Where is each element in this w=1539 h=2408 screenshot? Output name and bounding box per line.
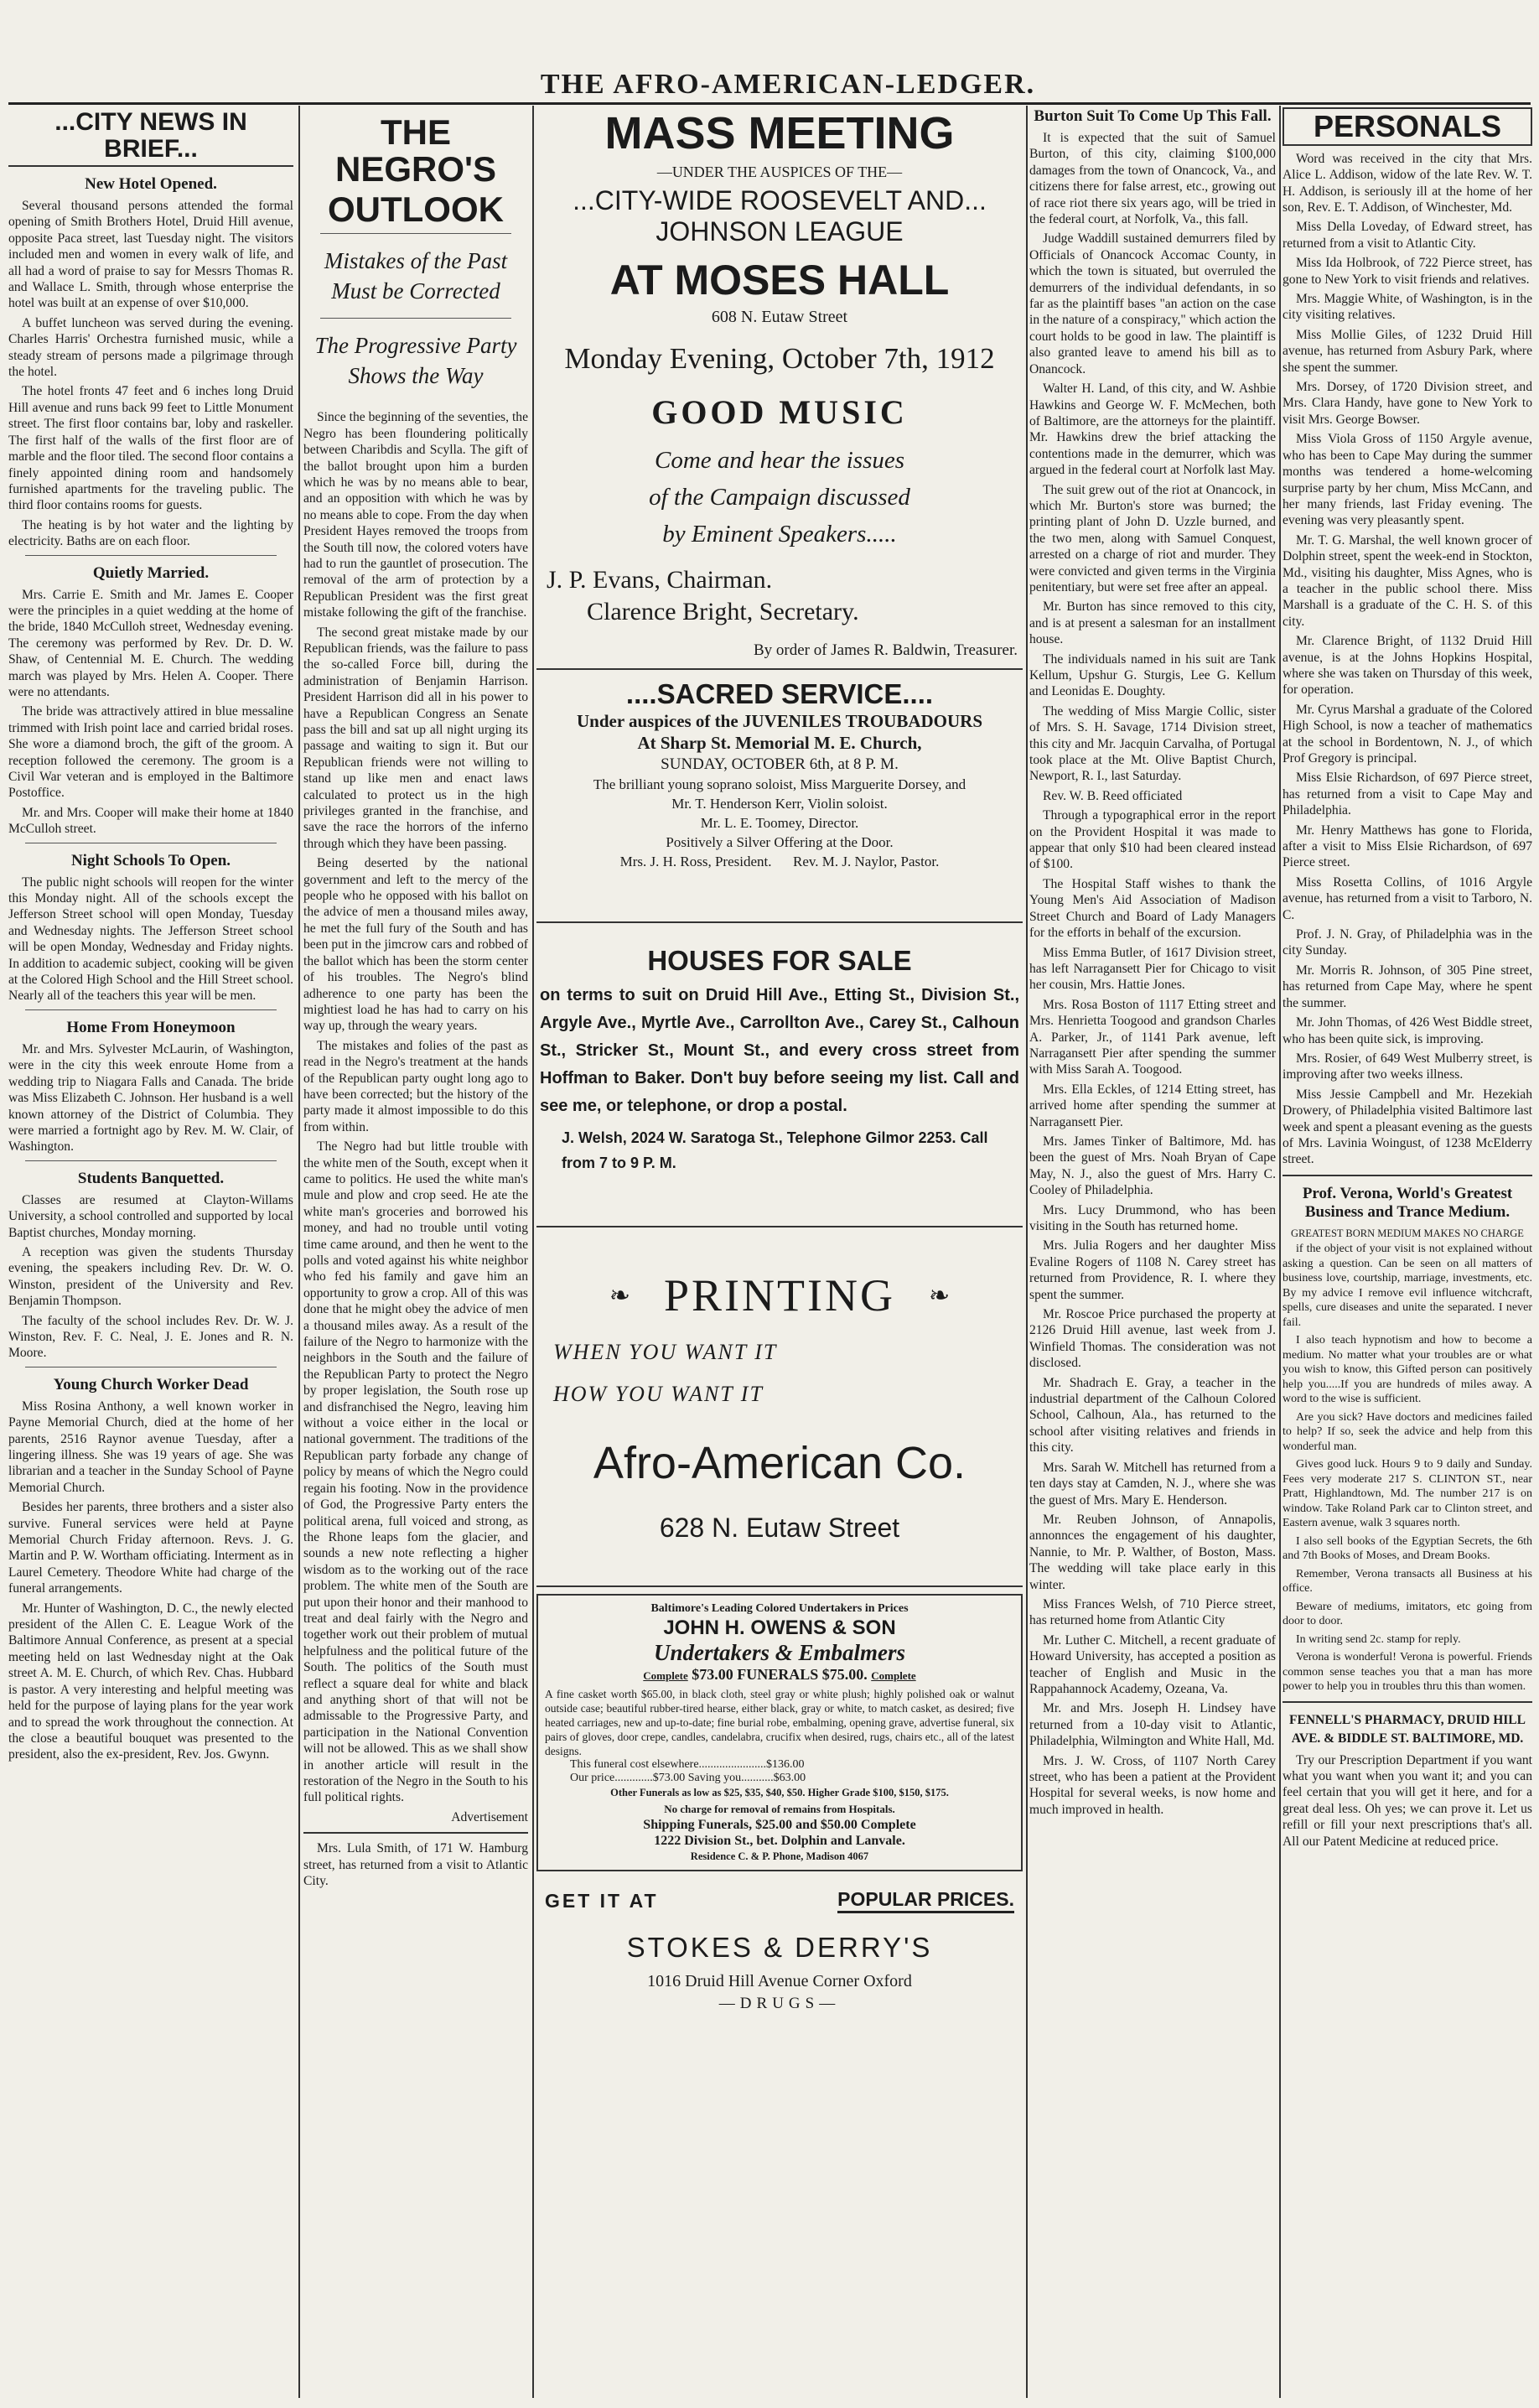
editorial-paragraph: The mistakes and folies of the past as read in the Negro's treatment at the hands of the Republican party ought long ago to have been corrected; but the history of the party made it almost impossible to do this from within. [303, 1038, 528, 1134]
sacred-title: ....SACRED SERVICE.... [625, 678, 934, 709]
verona-paragraph: Are you sick? Have doctors and medicines failed to help? If so, seek the advice and help from this wonderful man. [1282, 1410, 1532, 1453]
news-item: Mr. Burton has since removed to this city, and is at present a salesman for an installment house. [1029, 599, 1276, 647]
editorial-deck: Mistakes of the Past Must be Corrected [324, 248, 508, 304]
verona-body [1282, 1242, 1532, 1694]
editorial-paragraph: Since the beginning of the seventies, the Negro has been floundering politically between Charibdis and Scylla. The gift of the ballot brought upon him a burden which he was by no means able to bear, and an opposition with which he was by no means able to cope. From the day when President Hayes removed the troops from the South till now, the colored voters have had to run the gauntlet of prosecution. The removal of the arm of protection by a Republican President was the first great mistake following the gift of the franchise. [303, 410, 528, 620]
personal-item: Mr. T. G. Marshal, the well known grocer of Dolphin street, spent the week-end in Stockton, Md., visiting his daughter, Miss Agnes, who is a teacher in the public school there. Miss Marshall is a graduate of the C. H. S. of this city. [1282, 532, 1532, 629]
sacred-line: Mrs. J. H. Ross, President. Rev. M. J. Naylor, Pastor. [619, 854, 940, 869]
verona-paragraph: Remember, Verona transacts all Business at his office. [1282, 1567, 1532, 1596]
news-item: Mrs. Ella Eckles, of 1214 Etting street, has arrived home after spending the summer at Narragansett Pier. [1029, 1082, 1276, 1129]
owens-row: This funeral cost elsewhere.......................$136.00 [570, 1758, 805, 1771]
owens-complete: Complete [871, 1669, 916, 1682]
stokes-drugs: —DRUGS— [718, 1995, 841, 2012]
news-item: Judge Waddill sustained demurrers filed by Officials of Onancock Accomac County, in which the town is situated, but overruled the demurrers of the individual defendants, in so far as the plaintiff bases "an action on the case in the nature of a conspiracy," which action the court holds to be good in law. The plaintiff is also granted leave to amend his bill as to Onancock. [1029, 231, 1276, 376]
article-headline: Home From Honeymoon [66, 1018, 236, 1036]
houses-contact: J. Welsh, 2024 W. Saratoga St., Telephone Gilmor 2253. Call from 7 to 9 P. M. [562, 1129, 988, 1171]
personal-item: Miss Jessie Campbell and Mr. Hezekiah Drowery, of Philadelphia visited Baltimore last week and spent a pleasant evening as the guests of Mrs. Lavinia Woingust, of 1238 McElderry street. [1282, 1087, 1532, 1167]
houses-text: on terms to suit on Druid Hill Ave., Etting St., Division St., Argyle Ave., Myrtle Ave., Carrollton Ave., Carey St., Calhoun St., Stricker St., Mount St., and every cross street from Hoffman to Baker. Don't buy before seeing my list. Call and see me, or telephone, or drop a postal. [540, 986, 1019, 1115]
editorial-body [303, 409, 528, 1806]
personal-item: Mr. Cyrus Marshal a graduate of the Colored High School, is now a teacher of mathematics at the school in Bordentown, N. J., of which Prof Gregory is principal. [1282, 702, 1532, 766]
personals-title: PERSONALS [1282, 107, 1532, 146]
owens-nocharge: No charge for removal of remains from Hospitals. [664, 1803, 895, 1815]
article-headline: Students Banquetted. [77, 1169, 225, 1187]
printing-company: Afro-American Co. [593, 1438, 966, 1488]
owens-tagline: Baltimore's Leading Colored Undertakers in Prices [650, 1602, 909, 1615]
news-item: Mrs. Rosa Boston of 1117 Etting street and Mrs. Henrietta Toogood and grandson Charles A. Parker, Jr., of 1141 Park avenue, left Narragansett Pier after spending the summer with Miss Sarah A. Toogood. [1029, 997, 1276, 1077]
fennell-text: Try our Prescription Department if you want what you want when you want it; and you can feel certain that you will get it here, and for a great deal less. Oh yes; we can prove it. Let us refill or fill your next prescriptions that's all. All our Patent Medicine at reduced price. [1282, 1752, 1532, 1849]
stokes-popular: POPULAR PRICES. [837, 1888, 1014, 1913]
article-headline: Young Church Worker Dead [53, 1375, 249, 1393]
editorial-title-2: OUTLOOK [328, 189, 504, 230]
article-paragraph: A reception was given the students Thursday evening, the speakers including Rev. Dr. W. O. Winston, president of the University and Rev. Benjamin Thompson. [8, 1244, 293, 1309]
article-paragraph: Several thousand persons attended the formal opening of Smith Brothers Hotel, Druid Hill avenue, opposite Paca street, last Tuesday night. The visitors included men and women in every walk of life, and all had a word of praise to say for Messrs Thomas R. and Wallace L. Smith, through whose enterprise the hotel was built at an expense of over $10,000. [8, 199, 293, 311]
article-headline: Quietly Married. [92, 563, 210, 582]
section-title: ...CITY NEWS IN BRIEF... [8, 109, 293, 167]
news-item: Miss Frances Welsh, of 710 Pierce street, has returned home from Atlantic City [1029, 1596, 1276, 1628]
owens-name: JOHN H. OWENS & SON [663, 1617, 896, 1639]
article-list [8, 175, 293, 1763]
news-item: Mr. Luther C. Mitchell, a recent graduate of Howard University, has accepted a position as teacher of English and Music in the Rappahannock Academy, Ozeana, Va. [1029, 1632, 1276, 1696]
news-item: Mrs. Lucy Drummond, who has been visiting in the South has returned home. [1029, 1202, 1276, 1233]
mass-auspices: —UNDER THE AUSPICES OF THE— [656, 163, 903, 180]
sacred-line: At Sharp St. Memorial M. E. Church, [637, 733, 922, 753]
mass-org-2: JOHNSON LEAGUE [656, 216, 904, 247]
verona-paragraph: In writing send 2c. stamp for reply. [1296, 1632, 1461, 1646]
article-headline: Night Schools To Open. [70, 851, 231, 869]
personal-item: Mrs. Rosier, of 649 West Mulberry street, is improving after two weeks illness. [1282, 1051, 1532, 1082]
personal-item: Miss Elsie Richardson, of 697 Pierce street, has returned from a visit to Cape May and Philadelphia. [1282, 771, 1532, 818]
stokes-address: 1016 Druid Hill Avenue Corner Oxford [647, 1972, 912, 1990]
news-item: Walter H. Land, of this city, and W. Ashbie Hawkins and George W. F. McMechen, both of Baltimore, are the attorneys for the plaintiff. Mr. Hawkins drew the brief attacking the contentions made in the demurrer, which was argued in the federal court at Norfolk last May. [1029, 381, 1276, 478]
mass-date: Monday Evening, October 7th, 1912 [564, 342, 995, 375]
owens-other: Other Funerals as low as $25, $35, $40, $50. Higher Grade $100, $150, $175. [610, 1787, 949, 1798]
stokes-get: GET IT AT [545, 1889, 659, 1912]
owens-trade: Undertakers & Embalmers [653, 1640, 906, 1665]
editorial-deck-2: The Progressive Party Shows the Way [314, 333, 517, 389]
news-item: It is expected that the suit of Samuel Burton, of this city, claiming $100,000 damages from the town of Onancock, Va., and citizens there for false arrest, etc., growing out of race riot there six years ago, will be tried in the federal court, at Norfolk, Va., this fall. [1029, 131, 1276, 227]
mass-tagline: Come and hear the issues [654, 447, 905, 474]
mass-address: 608 N. Eutaw Street [711, 308, 848, 326]
article-headline: New Hotel Opened. [85, 175, 217, 193]
article-paragraph: The heating is by hot water and the lighting by electricity. Baths are on each floor. [8, 517, 293, 549]
advertisement-label: Advertisement [451, 1809, 528, 1824]
article-paragraph: A buffet luncheon was served during the evening. Charles Harris' Orchestra furnished music, while a steady stream of persons made a pilgrimage through the hotel. [8, 315, 293, 380]
news-item: Mrs. J. W. Cross, of 1107 North Carey street, who has been a patient at the Provident Hospital for several weeks, is now home and much improved in health. [1029, 1753, 1276, 1817]
column-divider [1026, 106, 1028, 2398]
article-paragraph: The faculty of the school includes Rev. Dr. W. J. Winston, Rev. F. C. Neal, J. E. Jones and R. N. Moore. [8, 1313, 293, 1361]
mass-hall: AT MOSES HALL [609, 257, 950, 304]
news-item: Miss Emma Butler, of 1617 Division street, has left Narragansett Pier for Chicago to visit her cousin, Mrs. Hattie Jones. [1029, 945, 1276, 993]
mass-order: By order of James R. Baldwin, Treasurer. [753, 641, 1018, 659]
verona-paragraph: Beware of mediums, imitators, etc going from door to door. [1282, 1600, 1532, 1628]
column-divider [298, 106, 300, 2398]
news-item: Mr. Roscoe Price purchased the property at 2126 Druid Hill avenue, last week from J. Winfield Thomas. The consideration was not disclosed. [1029, 1307, 1276, 1371]
mass-org: ...CITY-WIDE ROOSEVELT AND... [573, 185, 987, 215]
printing-address: 628 N. Eutaw Street [659, 1513, 900, 1543]
sacred-line: SUNDAY, OCTOBER 6th, at 8 P. M. [661, 755, 899, 773]
personal-item: Mr. Clarence Bright, of 1132 Druid Hill avenue, is at the Johns Hopkins Hospital, where she was taken on Thursday of this week, for operation. [1282, 634, 1532, 698]
mass-music: GOOD MUSIC [651, 393, 908, 431]
news-item: The wedding of Miss Margie Collic, sister of Mrs. S. H. Savage, 1714 Division street, this city and Mr. Jacquin Carvalha, of Portugal took place at the Mt. Olive Baptist Church, Newport, R. I., last Saturday. [1029, 703, 1276, 784]
column-city-news [8, 106, 293, 2398]
mass-chairman: J. P. Evans, Chairman. [547, 566, 773, 594]
leaf-ornament-icon: ❧ [609, 1281, 630, 1310]
personal-item: Prof. J. N. Gray, of Philadelphia was in the city Sunday. [1282, 927, 1532, 958]
verona-head: Prof. Verona, World's Greatest Business and Trance Medium. [1302, 1184, 1513, 1221]
owens-complete: Complete [643, 1669, 688, 1682]
column-personals [1282, 106, 1532, 2398]
personal-item: Miss Ida Holbrook, of 722 Pierce street, has gone to New York to visit friends and relatives. [1282, 256, 1532, 287]
news-item: The individuals named in his suit are Tank Kellum, Upshur G. Sturgis, Lee G. Kellum and Leonidas E. Doughty. [1029, 651, 1276, 699]
verona-paragraph: Gives good luck. Hours 9 to 9 daily and Sunday. Fees very moderate 217 S. CLINTON ST., near Pratt, Highlandtown, Md. The number 217 is on window. Take Roland Park car to Clinton street, and Eastern avenue, walk 3 squares north. [1282, 1458, 1532, 1530]
verona-sub: GREATEST BORN MEDIUM MAKES NO CHARGE [1291, 1227, 1524, 1239]
lula-smith-note: Mrs. Lula Smith, of 171 W. Hamburg street, has returned from a visit to Atlantic City. [303, 1841, 528, 1889]
personals-body [1282, 151, 1532, 1168]
news-item: Mrs. James Tinker of Baltimore, Md. has been the guest of Mrs. Noah Bryan of Cape May, N. J., also the guest of Mrs. Harry C. Cooley of Philadelphia. [1029, 1134, 1276, 1198]
personal-item: Mr. John Thomas, of 426 West Biddle street, who has been quite sick, is improving. [1282, 1015, 1532, 1046]
personal-item: Mr. Morris R. Johnson, of 305 Pine street, has returned from Cape May, where he spent the summer. [1282, 963, 1532, 1010]
personal-item: Miss Viola Gross of 1150 Argyle avenue, who has been to Cape May during the summer months was tendered a home-welcoming surprise party by her chum, Miss McCann, and her many friends, last Friday evening. The evening was very pleasantly spent. [1282, 432, 1532, 528]
owens-row: Our price.............$73.00 Saving you...........$63.00 [570, 1772, 806, 1784]
houses-title: HOUSES FOR SALE [647, 945, 912, 976]
article-paragraph: The hotel fronts 47 feet and 6 inches long Druid Hill avenue and runs back 99 feet to Little Monument street. The first floor contains bar, loby and raskeller. The first half of the walls of the first floor are of marble and the floor tiled. The second floor contains a finely appointed dining room and handsomely furnished apartments for the traveling public. The third floor contains rooms for guests. [8, 384, 293, 513]
editorial-title: THE NEGRO'S [334, 112, 496, 189]
column-local-news [1029, 106, 1276, 2398]
mass-tagline-2: of the Campaign discussed [649, 484, 910, 511]
fennell-head: FENNELL'S PHARMACY, DRUID HILL AVE. & BIDDLE ST. BALTIMORE, MD. [1289, 1712, 1526, 1746]
news-item: Mr. Reuben Johnson, of Annapolis, annonnces the engagement of his daughter, Nannie, to Mr. P. Walther, of Boston, Mass. The wedding will take place early in this winter. [1029, 1512, 1276, 1592]
printing-title: PRINTING [664, 1270, 895, 1321]
sacred-line: Mr. L. E. Toomey, Director. [700, 815, 859, 831]
news-item: Mrs. Sarah W. Mitchell has returned from a ten days stay at Camden, N. J., where she was the guest of Mrs. Mary E. Henderson. [1029, 1460, 1276, 1508]
owens-address: 1222 Division St., bet. Dolphin and Lanvale. [654, 1834, 905, 1848]
editorial-paragraph: The Negro had but little trouble with the white men of the South, except when it came to politics. He used the white man's mule and plow and crop seed. He ate the white man's groceries and borrowed his money, and had no trouble until voting time came around, and then he went to the polls and voted against his white neighbor who fed his family and gave him an opportunity to grow a crop. All of this was done that he might obey the advice of men a thousand miles away. As a result of the failure of the Negro to harmonize with the neighbors in the South and the failure of the Republican Party to protect the Negro by proper legislation, the South rose up and disfranchised the Negro, leaving him without a voice either in the local or national government. The traditions of the Republican party forbade any change of policy by means of which the Negro could regain his footing. Now in the providence of God, the Progressive Party enters the political arena, full voiced and strong, as the Rhone leaps fom the glacier, and sounds a new note reflecting a higher wisdom as to the working out of the race problem. The white men of the South are put upon their honor and their manhood to treat and deal fairly with the Negro and together work out their problem of mutual helpfulness and the political future of the South. The politics of the South must reflect a square deal for white and black and anything short of that will not be admissable to the Progressive Party, and participation in the National Convention will not be allowed. This as we shall show in another article will result in the restoration of the Negro in the South to his full political rights. [303, 1139, 528, 1805]
verona-paragraph: if the object of your visit is not explained without asking a question. Can be seen on all matters of business love, courtship, marriage, investments, etc. By my advice I remove evil influence witchcraft, spells, cure diseases and unite the separated. I never fail. [1282, 1243, 1532, 1329]
article-paragraph: Mrs. Carrie E. Smith and Mr. James E. Cooper were the principles in a quiet wedding at the home of the bride, 1840 McCulloh street, Wednesday evening. The ceremony was performed by Rev. Dr. D. W. Shaw, of Centennial M. E. Church. The wedding march was played by Mrs. Helen A. Cooper. There were no attendants. [8, 587, 293, 699]
news-item: The suit grew out of the riot at Onancock, in which Mr. Burton's store was burned; the printing plant of John D. Uzzle burned, and the two men, along with Samuel Conquest, arrested on a charge of riot and murder. They were convicted and given terms in the Virginia penitentiary, but were set free after an appeal. [1029, 482, 1276, 594]
owens-undertakers-ad [536, 1594, 1023, 1871]
article-paragraph: Miss Rosina Anthony, a well known worker in Payne Memorial Church, died at the home of her parents, 2516 Raynor avenue Tuesday, after a lingering illness. She was 19 years of age. She was librarian and a teacher in the Sunday School of Payne Memorial Church. [8, 1399, 293, 1495]
mass-secretary: Clarence Bright, Secretary. [587, 598, 859, 625]
personal-item: Mr. Henry Matthews has gone to Florida, after a visit to Miss Elsie Richardson, of 697 Pierce street. [1282, 823, 1532, 870]
article-paragraph: Classes are resumed at Clayton-Willams University, a school controlled and supported by local Baptist churches, Monday morning. [8, 1192, 293, 1240]
masthead: THE AFRO-AMERICAN-LEDGER. [540, 69, 1036, 100]
article-paragraph: Mr. and Mrs. Sylvester McLaurin, of Washington, were in the city this week enroute Home from a wedding trip to Niagara Falls and Canada. The bride was Miss Elizabeth C. Johnson. Her husband is a well known attorney of the District of Columbia. They were married a fortnight ago by Rev. M. W. Clair, of Washington. [8, 1041, 293, 1155]
article-paragraph: The public night schools will reopen for the winter this Monday night. All of the schools except the Jefferson Street school will open Monday, Tuesday and Wednesday nights. The Jefferson Street school will be open Monday, Wednesday and Friday nights. In addition to academic subject, cooking will be given at the Colored High School and the Hill Street school. Nearly all of the teachers this year will be men. [8, 874, 293, 1004]
column-negros-outlook [303, 106, 528, 2398]
article-paragraph: Besides her parents, three brothers and a sister also survive. Funeral services were held at Payne Memorial Church Friday afternoon. Revs. J. G. Martin and P. W. Wortham officiating. Interment as in Laurel Cemetery. Theodore White had charge of the funeral arrangements. [8, 1500, 293, 1596]
printing-line: WHEN YOU WANT IT [553, 1340, 778, 1364]
personal-item: Miss Della Loveday, of Edward street, has returned from a visit to Atlantic City. [1282, 220, 1532, 251]
personal-item: Miss Mollie Giles, of 1232 Druid Hill avenue, has returned from Asbury Park, where she spent the summer. [1282, 327, 1532, 375]
leaf-ornament-icon: ❧ [929, 1281, 951, 1310]
news-item: Mr. Shadrach E. Gray, a teacher in the industrial department of the Calhoun Colored School, Calhoun, Ala., has returned to the school after visiting relatives and friends in this city. [1029, 1375, 1276, 1456]
burton-head: Burton Suit To Come Up This Fall. [1034, 107, 1272, 125]
article-paragraph: Mr. and Mrs. Cooper will make their home at 1840 McCulloh street. [8, 805, 293, 837]
stokes-name: STOKES & DERRY'S [626, 1932, 933, 1963]
article-paragraph: The bride was attractively attired in blue messaline trimmed with Irish point lace and carried bridal roses. She wore a diamond broch, the gift of the groom. A reception followed the ceremony. The groom is a Civil War veteran and is employed in the Baltimore Postoffice. [8, 704, 293, 801]
masthead-rule [8, 102, 1531, 105]
personal-item: Mrs. Dorsey, of 1720 Division street, and Mrs. Clara Handy, have gone to New York to visit Mrs. George Bowser. [1282, 380, 1532, 427]
news-item: Rev. W. B. Reed officiated [1043, 788, 1183, 803]
column-advertisements [536, 106, 1023, 2398]
personal-item: Miss Rosetta Collins, of 1016 Argyle avenue, has returned from a visit to Tarboro, N. C. [1282, 874, 1532, 922]
verona-paragraph: I also teach hypnotism and how to become a medium. No matter what your troubles are or what you wish to know, this Gifted person can positively help you.....If you are hundreds of miles away. A word to the wise is sufficient. [1282, 1334, 1532, 1406]
editorial-paragraph: The second great mistake made by our Republican friends, was the failure to pass the so-called Force bill, during the administration of Benjamin Harrison. President Harrison did all in his power to have a Republican Congress an Senate pass the bill and sat up all night urging its passage and waiting to sign it. But our Republican friends were not willing to stand up like men and enact laws calculated to protect us in the high privileges granted in the franchise, and save the race the horrors of the inferno through which they have been passing. [303, 625, 528, 851]
column-divider [532, 106, 534, 2398]
owens-body: A fine casket worth $65.00, in black cloth, steel gray or white plush; highly polished oak or walnut outside case; beautiful rubber-tired hearse, either black, gray or white, to match casket, as desired; five heated carriages, new and up-to-date; fine burial robe, embalming, opening grave, advertise funeral, six pairs of gloves, door crepe, candles, candelabra, crucifix when desired, rugs, chairs etc., all of the latest designs. [545, 1688, 1014, 1757]
sacred-line: The brilliant young soprano soloist, Miss Marguerite Dorsey, and [593, 776, 966, 792]
news-item: Mr. and Mrs. Joseph H. Lindsey have returned from a 10-day visit to Atlantic, Philadelphia, Wilmington and White Hall, Md. [1029, 1701, 1276, 1749]
column-divider [1279, 106, 1281, 2398]
editorial-paragraph: Being deserted by the national government and left to the mercy of the people who he opposed with his ballot on the advice of men a thousand miles away, he met the full fury of the South and has been put in the jimcrow cars and robbed of the ballot which has been the storm center of his troubles. The Negro's blind adherence to one party has been the mightiest load he has had to carry on his way up, through the weary years. [303, 856, 528, 1034]
sacred-line: Mr. T. Henderson Kerr, Violin soloist. [671, 796, 888, 812]
verona-paragraph: Verona is wonderful! Verona is powerful. Friends common sense teaches you that a man has more power to help you in troubles thru this than women. [1282, 1651, 1532, 1694]
local-news-body [1029, 130, 1276, 1818]
news-item: Through a typographical error in the report on the Provident Hospital it was made to appear that only $10 had been cleared instead of $100. [1029, 808, 1276, 872]
article-paragraph: Mr. Hunter of Washington, D. C., the newly elected president of the Allen C. E. League Work of the Baltimore Annual Conference, as present at a special meeting held on last Wednesday night at the Oak street A. M. E. Church, of which Rev. Chas. Hubbard is pastor. A very interesting and helpful meeting was held for the purpose of laying plans for the year work and to spread the work throughout the connection. At the close a beautiful bouquet was presented to the president, also the ex-president, Rev. Jos. Gwynn. [8, 1601, 293, 1762]
news-item: The Hospital Staff wishes to thank the Young Men's Aid Association of Madison Street Church and Board of Lady Managers for the efforts in behalf of the excursion. [1029, 876, 1276, 941]
verona-paragraph: I also sell books of the Egyptian Secrets, the 6th and 7th Books of Moses, and Dream Books. [1282, 1534, 1532, 1563]
personal-item: Mrs. Maggie White, of Washington, is in the city visiting relatives. [1282, 292, 1532, 323]
mass-meeting-title: MASS MEETING [604, 108, 955, 158]
news-item: Mrs. Julia Rogers and her daughter Miss Evaline Rogers of 1108 N. Carey street has returned from Providence, R. I. where they spent the summer. [1029, 1238, 1276, 1302]
owens-shipping: Shipping Funerals, $25.00 and $50.00 Complete [643, 1818, 916, 1832]
owens-price: $73.00 FUNERALS $75.00. [692, 1666, 868, 1683]
printing-line-2: HOW YOU WANT IT [553, 1382, 764, 1406]
personal-item: Word was received in the city that Mrs. Alice L. Addison, widow of the late Rev. W. T. H. Addison, is seriously ill at the home of her son, Rev. E. T. Addison, of Winchester, Md. [1282, 151, 1532, 215]
sacred-line: Positively a Silver Offering at the Door. [666, 834, 894, 850]
mass-tagline-3: by Eminent Speakers..... [662, 521, 897, 548]
owens-residence: Residence C. & P. Phone, Madison 4067 [690, 1850, 869, 1862]
sacred-line: Under auspices of the JUVENILES TROUBADOURS [576, 711, 983, 731]
